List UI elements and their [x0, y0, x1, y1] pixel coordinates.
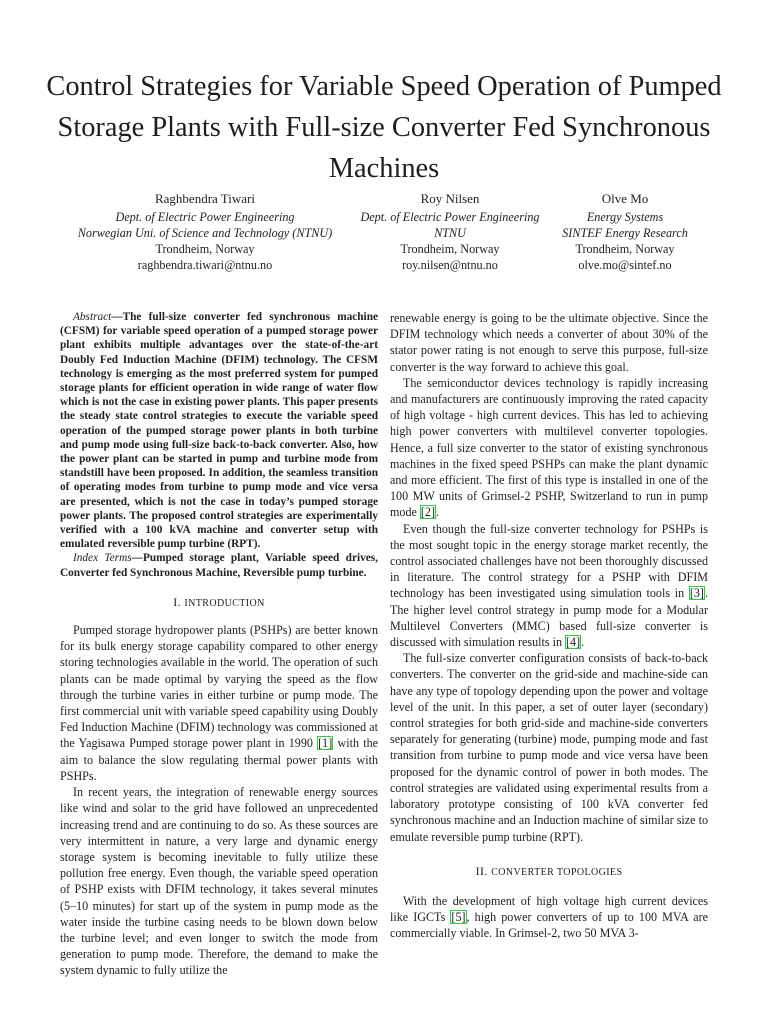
- section-heading-converter-topologies: [390, 863, 708, 881]
- author-place: Trondheim, Norway: [400, 242, 500, 256]
- paragraph-text: Pumped storage hydropower plants (PSHPs) are better known for its bulk energy storage capability compared to other energy storing technologies available in the world. The operation of such plants can be made optimal by varying the speed as the flow through the turbine varies in either turbine or pump mode. The first commercial unit with variable speed capability using Doubly Fed Induction Machine (DFIM) technology was commissioned at the Yagisawa Pumped storage power plant in 1990: [60, 623, 378, 751]
- author-org: SINTEF Energy Research: [562, 226, 688, 240]
- paragraph-text: Even though the full-size converter technology for PSHPs is the most sought topic in the energy storage market recently, the control associated challenges have not been thoroughly discussed in literature. The control strategy for a PSHP with DFIM technology has been investigated using simulation tools in: [390, 521, 708, 601]
- citation-link-2[interactable]: [2]: [420, 505, 436, 520]
- paragraph-text: . The higher level control strategy in pump mode for a Modular Multilevel Converters (MMC) based full-size converter is discussed with simulation results in: [390, 586, 708, 650]
- abstract-text: —The full-size converter fed synchronous machine (CFSM) for variable speed operation of a pumped storage power plant exhibits multiple advantages over the state-of-the-art Doubly Fed Induction Machine (DFIM) technology. The CFSM technology is emerging as the most preferred system for pumped storage plants for efficient operation in wide range of water flow which is not the case in existing power plants. This paper presents the steady state control strategies to execute the variable speed operation of the pumped storage power plants in both turbine and pump mode using full-size back-to-back converter. Also, how the power plant can be started in pump and turbine mode from standstill have been proposed. In addition, the seamless transition of operating modes from turbine to pump mode and vice versa are presented, which is not the case in today’s pumped storage power plants. The proposed control strategies are experimentally verified with a 100 kVA machine and converter setup with emulated reversible pump turbine (RPT).: [60, 311, 378, 551]
- left-column: [60, 310, 378, 979]
- author-place: Trondheim, Norway: [575, 242, 675, 256]
- author-dept: Dept. of Electric Power Engineering: [360, 210, 540, 224]
- paper-title: Control Strategies for Variable Speed Operation of Pumped Storage Plants with Full-size Converter Fed Synchronous Machines: [46, 71, 722, 184]
- author-block-3: [550, 191, 700, 273]
- paragraph: [390, 375, 708, 521]
- author-email: roy.nilsen@ntnu.no: [402, 258, 498, 272]
- abstract: [60, 310, 378, 551]
- paragraph: renewable energy is going to be the ultimate objective. Since the DFIM technology which needs a converter of about 30% of the stator power rating is not enough to serve this purpose, full-size converter is the way forward to achieve this goal.: [390, 311, 708, 374]
- author-dept: Energy Systems: [586, 210, 664, 224]
- index-terms: [60, 551, 378, 579]
- author-org: Norwegian Uni. of Science and Technology (NTNU): [77, 226, 333, 240]
- paragraph: [390, 521, 708, 651]
- author-org: NTNU: [434, 226, 466, 240]
- citation-link-3[interactable]: [3]: [689, 586, 704, 601]
- section-title: INTRODUCTION: [184, 597, 265, 609]
- right-column: [390, 310, 708, 942]
- index-terms-lead: Index Terms: [73, 552, 132, 565]
- section-number: II.: [475, 863, 488, 878]
- section-heading-introduction: [60, 594, 378, 612]
- paragraph-text: .: [436, 505, 440, 520]
- author-place: Trondheim, Norway: [155, 242, 255, 256]
- paragraph-text: With the development of high voltage high current devices like IGCTs: [390, 893, 708, 925]
- author-name: Raghbendra Tiwari: [154, 191, 256, 206]
- author-name: Roy Nilsen: [420, 191, 480, 206]
- paragraph-text: , high power converters of up to 100 MVA are commercially viable. In Grimsel-2, two 50 MVA 3-: [390, 910, 708, 941]
- author-name: Olve Mo: [601, 191, 649, 206]
- paragraph: The full-size converter configuration consists of back-to-back converters. The converter on the grid-side and machine-side can have any type of topology depending upon the power and voltage level of the unit. In this paper, a set of outer layer (secondary) control strategies for both grid-side and machine-side converters separately for generating (turbine) mode, pumping mode and fast transition from turbine to pump mode and vice versa have been proposed for the dynamic control of power in both modes. The control strategies are validated using experimental results from a laboratory prototype consisting of 100 kVA converter fed synchronous machine and an Induction machine of similar size to emulate reversible pump turbine (RPT).: [390, 651, 708, 844]
- paragraph: [60, 622, 378, 784]
- author-block-1: [60, 191, 350, 273]
- paragraph-text: The semiconductor devices technology is rapidly increasing and manufacturers are continuously improving the rated capacity of high voltage - high current devices. This has led to achieving high power converters with multilevel converter topologies. Hence, a full size converter to the stator of existing synchronous machines in the fixed speed PSHPs can make the plant dynamic and more efficient. The first of this type is installed in one of the 100 MW units of Grimsel-2 PSHP, Switzerland to run in pump mode: [390, 375, 708, 520]
- abstract-lead: Abstract: [73, 311, 112, 323]
- citation-link-4[interactable]: [4]: [566, 635, 581, 650]
- paragraph: In recent years, the integration of renewable energy sources like wind and solar to the grid have followed an unprecedented increasing trend and are continuing to do so. As these sources are very intermittent in nature, a very large and dynamic energy storage system is becoming inevitable to fully utilize these pollution free energy. Even though, the variable speed operation of PSHP exists with DFIM technology, it takes several minutes (5–10 minutes) for start up of the system in pump mode as the water inside the turbine casing needs to be blown down below the turbine level; and even longer to switch the mode from generation to pump mode. Therefore, the demand to make the system dynamic to fully utilize the: [60, 785, 378, 978]
- index-terms-text: —Pumped storage plant, Variable speed drives, Converter fed Synchronous Machine, Reversible pump turbine.: [60, 552, 378, 579]
- paragraph-text: .: [581, 635, 585, 650]
- citation-link-1[interactable]: [1]: [318, 736, 333, 751]
- section-number: I.: [173, 594, 182, 609]
- section-title: CONVERTER TOPOLOGIES: [491, 866, 623, 878]
- author-email: olve.mo@sintef.no: [578, 258, 672, 272]
- paragraph: [390, 893, 708, 942]
- author-dept: Dept. of Electric Power Engineering: [115, 210, 295, 224]
- author-block-2: [350, 191, 550, 273]
- paragraph-text: with the aim to balance the slow regulating thermal power plants with PSHPs.: [60, 736, 378, 783]
- author-email: raghbendra.tiwari@ntnu.no: [137, 258, 273, 272]
- citation-link-5[interactable]: [5]: [451, 910, 466, 925]
